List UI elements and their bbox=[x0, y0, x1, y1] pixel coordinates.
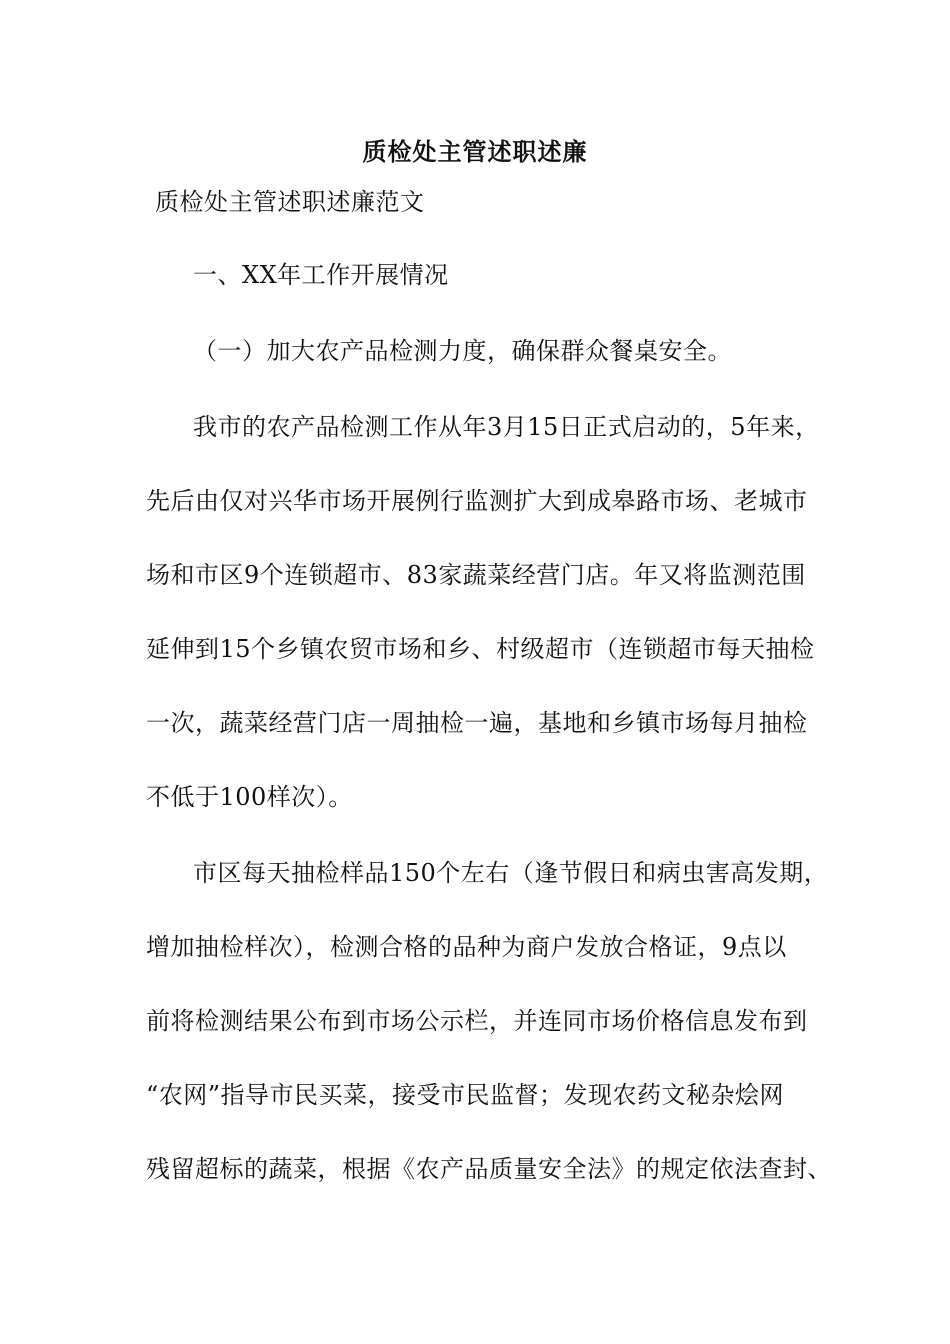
paragraph-line: 我市的农产品检测工作从年3月15日正式启动的，5年来， bbox=[193, 413, 820, 441]
paragraph-line: 不低于100样次）。 bbox=[146, 783, 353, 811]
paragraph-line: 残留超标的蔬菜，根据《农产品质量安全法》的规定依法查封、 bbox=[146, 1155, 832, 1183]
paragraph-line: 场和市区9个连锁超市、83家蔬菜经营门店。年又将监测范围 bbox=[146, 561, 806, 589]
subsection-heading: （一）加大农产品检测力度，确保群众餐桌安全。 bbox=[193, 337, 732, 365]
paragraph-line: 先后由仅对兴华市场开展例行监测扩大到成皋路市场、老城市 bbox=[146, 487, 808, 515]
document-subtitle: 质检处主管述职述廉范文 bbox=[155, 188, 425, 216]
paragraph-line: 增加抽检样次），检测合格的品种为商户发放合格证，9点以 bbox=[146, 933, 787, 961]
paragraph-line: 延伸到15个乡镇农贸市场和乡、村级超市（连锁超市每天抽检 bbox=[146, 635, 815, 663]
paragraph-line: 一次，蔬菜经营门店一周抽检一遍，基地和乡镇市场每月抽检 bbox=[146, 709, 808, 737]
paragraph-line: 市区每天抽检样品150个左右（逢节假日和病虫害高发期， bbox=[193, 859, 829, 887]
paragraph-line: “农网”指导市民买菜，接受市民监督；发现农药文秘杂烩网 bbox=[146, 1081, 785, 1109]
section-heading: 一、XX年工作开展情况 bbox=[193, 261, 449, 289]
document-title: 质检处主管述职述廉 bbox=[362, 137, 588, 166]
paragraph-line: 前将检测结果公布到市场公示栏，并连同市场价格信息发布到 bbox=[146, 1007, 808, 1035]
